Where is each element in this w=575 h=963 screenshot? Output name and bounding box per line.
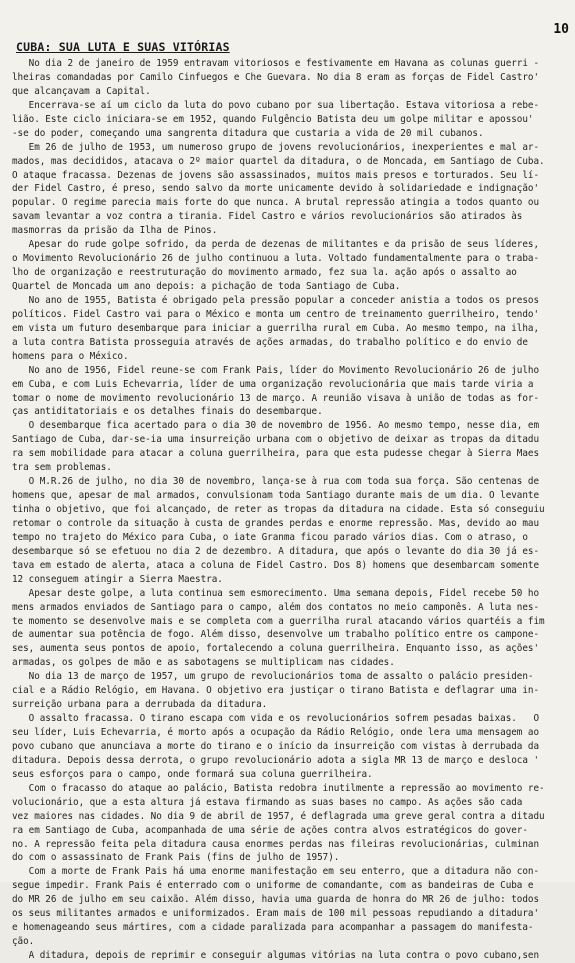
text-line: em Cuba, e com Luis Echevarria, líder de uma organização revolucionária que mais tarde viria a — [12, 378, 534, 390]
text-line: 12 conseguem atingir a Sierra Maestra. — [12, 573, 223, 585]
text-line: de aumentar sua potência de fogo. Além disso, desenvolve um trabalho político entre os campone- — [12, 629, 539, 641]
text-line: lho de organização e reestruturação do movimento armado, fez sua la. ação após o assalto ao — [12, 267, 517, 279]
text-line: homens que, apesar de mal armados, convulsionam toda Santiago durante mais de um dia. O levante — [12, 490, 539, 502]
text-line: a luta contra Batista prosseguia através de ações armadas, do trabalho político e do envio de — [12, 336, 528, 348]
text-line: tava em estado de alerta, ataca a coluna de Fidel Castro. Dos 8) homens que desembarcam somente — [12, 559, 539, 571]
text-line: volucionário, que a esta altura já estava firmando as suas bases no campo. As ações são cada — [12, 796, 523, 808]
text-line: Quartel de Moncada um ano depois: a pichação de toda Santiago de Cuba. — [12, 281, 401, 292]
text-line: desembarque só se efetuou no dia 2 de dezembro. A ditadura, que após o levante do dia 30 já es- — [12, 545, 539, 557]
text-line: Apesar do rude golpe sofrido, da perda de dezenas de militantes e da prisão de seus líderes, — [12, 239, 539, 251]
text-line: lheiras comandadas por Camilo Cinfuegos e Che Guevara. No dia 8 eram as forças de Fidel Castro' — [12, 71, 539, 83]
text-line: ra sem mobilidade para atacar a coluna guerrilheira, para que esta pudesse chegar à Sierra Maes — [12, 448, 539, 460]
text-line: tra sem problemas. — [12, 462, 112, 474]
text-line: do MR 26 de julho em seu caixão. Além disso, havia uma guarda de honra do MR 26 de julho: todos — [12, 894, 539, 906]
text-line: cial e a Rádio Relógio, em Havana. O objetivo era justiçar o tirano Batista e deflagrar uma in- — [12, 685, 539, 697]
text-line: surreição urbana para a derrubada da ditadura. — [12, 699, 268, 711]
body-text — [12, 57, 572, 963]
text-line: No dia 2 de janeiro de 1959 entravam vitoriosos e festivamente em Havana as colunas guerri - — [12, 58, 539, 69]
text-line: te momento se desenvolve mais e se completa com a guerrilha rural atacando vários quartéis a fim — [12, 615, 545, 627]
text-line: vez maiores nas cidades. No dia 9 de abril de 1957, é deflagrada uma greve geral contra a ditadu — [12, 810, 545, 822]
text-line: No ano de 1956, Fidel reune-se com Frank Pais, líder do Movimento Revolucionário 26 de julho — [12, 364, 539, 376]
text-line: der Fidel Castro, é preso, sendo salvo da morte unicamente devido à solidariedade e indignação' — [12, 183, 539, 195]
text-line: Em 26 de julho de 1953, um numeroso grupo de jovens revolucionários, inexperientes e mal ar- — [12, 141, 539, 153]
text-line: No dia 13 de março de 1957, um grupo de revolucionários toma de assalto o palácio presiden- — [12, 671, 534, 683]
document-title: CUBA: SUA LUTA E SUAS VITÓRIAS — [16, 40, 230, 54]
text-line: tomar o nome de movimento revolucionário 13 de março. A reunião visava à união de todas as for- — [12, 392, 539, 404]
text-line: ção. — [12, 936, 35, 948]
text-line: O ataque fracassa. Dezenas de jovens são assassinados, muitos mais presos e torturados. Seu lí- — [12, 169, 539, 181]
text-line: savam levantar a voz contra a tirania. Fidel Castro e vários revolucionários são atirados às — [12, 211, 523, 223]
text-line: O desembarque fica acertado para o dia 30 de novembro de 1956. Ao mesmo tempo, nesse dia, em — [12, 420, 539, 432]
text-line: no. A repressão feita pela ditadura causa enormes perdas nas fileiras revolucionárias, culminan — [12, 838, 539, 850]
text-line: mens armados enviados de Santiago para o campo, além dos contatos no meio camponês. A luta nes- — [12, 601, 539, 613]
page-number: 10 — [553, 22, 569, 37]
text-line: que alcançavam a Capital. — [12, 85, 151, 97]
text-line: segue impedir. Frank Pais é enterrado com o uniforme de comandante, com as bandeiras de Cuba e — [12, 880, 534, 892]
text-line: seu líder, Luis Echevarria, é morto após a ocupação da Rádio Relógio, onde lera uma mensagem ao — [12, 727, 539, 738]
text-line: povo cubano que anunciava a morte do tirano e o início da insurreição com vistas à derrubada da — [12, 740, 539, 752]
text-line: em vista um futuro desembarque para iniciar a guerrilha rural em Cuba. Ao mesmo tempo, na ilha, — [12, 322, 539, 334]
text-line: tinha o objetivo, que foi alcançado, de reter as tropas da ditadura na cidade. Esta só conseguiu — [12, 504, 545, 515]
text-line: ças antiditatoriais e os detalhes finais do desembarque. — [12, 406, 323, 418]
text-line: o Movimento Revolucionário 26 de julho continuou a luta. Voltado fundamentalmente para o traba- — [12, 253, 539, 265]
text-line: tempo no trajeto do México para Cuba, o iate Granma ficou parado vários dias. Com o atraso, o — [12, 531, 528, 543]
text-line: homens para o México. — [12, 350, 129, 362]
text-line: seus esforços para o campo, onde formará sua coluna guerrilheira. — [12, 768, 373, 780]
text-line: do com o assassinato de Frank Pais (fins de julho de 1957). — [12, 852, 340, 864]
text-line: Encerrava-se aí um ciclo da luta do povo cubano por sua libertação. Estava vitoriosa a rebe- — [12, 99, 539, 111]
text-line: Com a morte de Frank Pais há uma enorme manifestação em seu enterro, que a ditadura não con- — [12, 866, 539, 878]
text-line: No ano de 1955, Batista é obrigado pela pressão popular a conceder anistia a todos os presos — [12, 294, 539, 306]
text-line: ditadura. Depois dessa derrota, o grupo revolucionário adota a sigla MR 13 de março e desloca ' — [12, 754, 539, 766]
text-line: -se do poder, começando uma sangrenta ditadura que custaria a vida de 20 mil cubanos. — [12, 127, 484, 139]
text-line: lião. Este ciclo iniciara-se em 1952, quando Fulgêncio Batista deu um golpe militar e apossou' — [12, 113, 534, 125]
text-line: A ditadura, depois de reprimir e conseguir algumas vitórias na luta contra o povo cubano,sen — [12, 950, 539, 961]
text-line: Com o fracasso do ataque ao palácio, Batista redobra inutilmente a repressão ao movimento re- — [12, 782, 545, 794]
text-line: ra em Santiago de Cuba, acompanhada de uma série de ações contra alvos estratégicos do gover- — [12, 824, 528, 836]
text-line: os seus militantes armados e uniformizados. Eram mais de 100 mil pessoas repudiando a ditadura' — [12, 908, 539, 920]
text-line: popular. O regime parecia mais forte do que nunca. A brutal repressão atingia a todos quanto ou — [12, 197, 539, 209]
text-line: e homenageando seus mártires, com a cidade paralizada para acompanhar a passagem do manifesta- — [12, 922, 534, 934]
text-line: mados, mas decididos, atacava o 2º maior quartel da ditadura, o de Moncada, em Santiago de Cuba. — [12, 155, 545, 167]
text-line: armadas, os golpes de mão e as sabotagens se multiplicam nas cidades. — [12, 657, 395, 669]
text-line: ses, aumenta seus pontos de apoio, fortalecendo a coluna guerrilheira. Enquanto isso, as ações' — [12, 643, 539, 655]
text-line: retomar o controle da situação à custa de grandes perdas e enorme repressão. Mas, devido ao mau — [12, 517, 539, 529]
text-line: masmorras da prisão da Ilha de Pinos. — [12, 225, 218, 237]
text-line: Apesar deste golpe, a luta continua sem esmorecimento. Uma semana depois, Fidel recebe 50 ho — [12, 587, 539, 599]
text-line: Santiago de Cuba, dar-se-ia uma insurreição urbana com o objetivo de deixar as tropas da ditadu — [12, 434, 539, 446]
text-line: O M.R.26 de julho, no dia 30 de novembro, lança-se à rua com toda sua força. São centenas de — [12, 476, 539, 488]
text-line: O assalto fracassa. O tirano escapa com vida e os revolucionários sofrem pesadas baixas. O — [12, 713, 539, 725]
text-line: políticos. Fidel Castro vai para o México e monta um centro de treinamento guerrilheiro, tendo' — [12, 308, 539, 320]
